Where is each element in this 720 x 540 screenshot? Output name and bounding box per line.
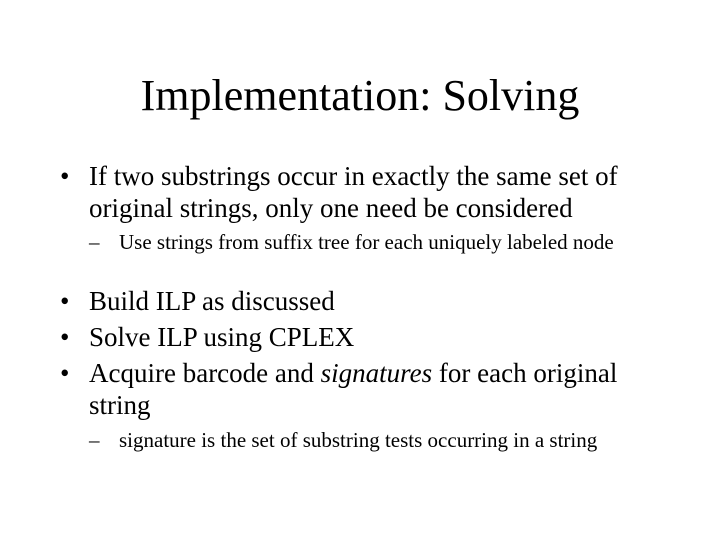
sub-bullet-text: Use strings from suffix tree for each uniquely labeled node — [119, 230, 614, 254]
bullet-mark: • — [60, 358, 70, 388]
bullet-item — [60, 160, 660, 224]
bullet-text-end: for each original string — [89, 358, 618, 420]
sub-bullet-mark: – — [89, 428, 100, 452]
sub-bullet-item — [89, 428, 649, 453]
sub-bullet-mark: – — [89, 230, 100, 254]
bullet-mark: • — [60, 322, 70, 352]
bullet-text-italic: signatures — [320, 358, 433, 388]
bullet-text: Solve ILP using CPLEX — [89, 322, 355, 352]
bullet-text — [89, 357, 660, 421]
bullet-mark: • — [60, 286, 70, 316]
bullet-text: If two substrings occur in exactly the same set of original strings, only one need be considered — [89, 161, 618, 223]
bullet-text: Build ILP as discussed — [89, 286, 335, 316]
sub-bullet-text: signature is the set of substring tests occurring in a string — [119, 428, 598, 452]
bullet-item — [60, 321, 660, 353]
bullet-mark: • — [60, 161, 70, 191]
bullet-item — [60, 285, 660, 317]
bullet-text-start: Acquire barcode and — [89, 358, 321, 388]
slide-title: Implementation: Solving — [140, 71, 580, 120]
bullet-item — [60, 357, 660, 421]
sub-bullet-item — [89, 230, 649, 255]
